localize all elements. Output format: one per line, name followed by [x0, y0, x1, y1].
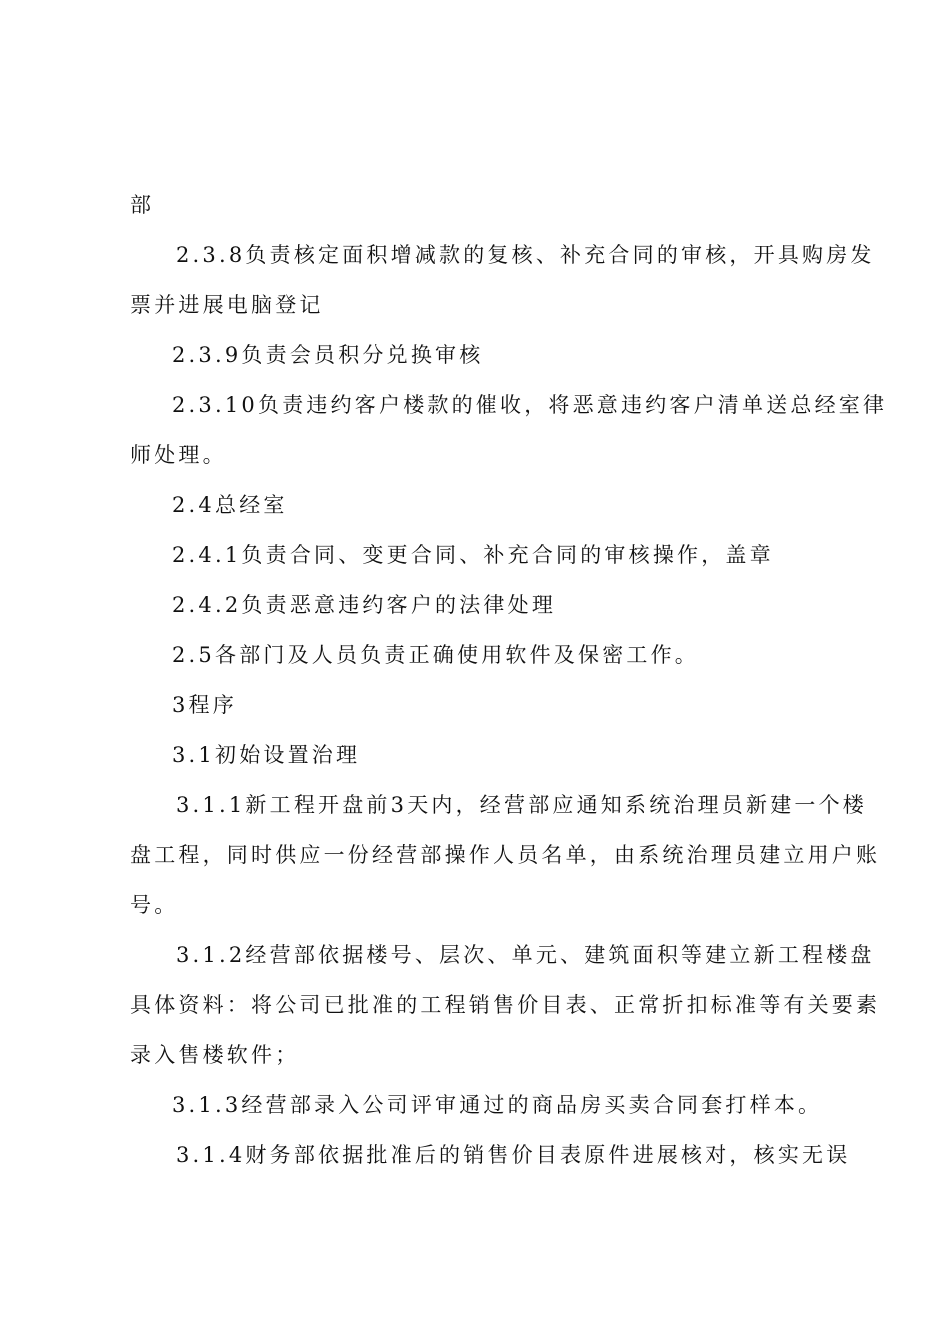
text-line: 2.3.8负责核定面积增减款的复核、补充合同的审核，开具购房发 — [176, 243, 875, 267]
text-line: 部 — [130, 193, 155, 217]
text-line: 师处理。 — [130, 443, 227, 467]
text-line: 号。 — [130, 893, 179, 917]
text-line: 录入售楼软件； — [130, 1043, 300, 1067]
section-heading: 3.1初始设置治理 — [172, 743, 361, 767]
text-line: 2.5各部门及人员负责正确使用软件及保密工作。 — [172, 643, 699, 667]
text-line: 3.1.1新工程开盘前3天内，经营部应通知系统治理员新建一个楼 — [176, 793, 867, 817]
section-heading: 3程序 — [172, 693, 237, 717]
text-line: 3.1.3经营部录入公司评审通过的商品房买卖合同套打样本。 — [172, 1093, 823, 1117]
text-line: 3.1.4财务部依据批准后的销售价目表原件进展核对，核实无误 — [176, 1143, 851, 1167]
text-line: 2.4.2负责恶意违约客户的法律处理 — [172, 593, 557, 617]
section-heading: 2.4总经室 — [172, 493, 288, 517]
text-line: 2.3.9负责会员积分兑换审核 — [172, 343, 484, 367]
text-line: 2.3.10负责违约客户楼款的催收，将恶意违约客户清单送总经室律 — [172, 393, 888, 417]
text-line: 盘工程，同时供应一份经营部操作人员名单，由系统治理员建立用户账 — [130, 843, 881, 867]
text-line: 3.1.2经营部依据楼号、层次、单元、建筑面积等建立新工程楼盘 — [176, 943, 875, 967]
text-line: 具体资料：将公司已批准的工程销售价目表、正常折扣标准等有关要素 — [130, 993, 881, 1017]
text-line: 2.4.1负责合同、变更合同、补充合同的审核操作，盖章 — [172, 543, 774, 567]
text-line: 票并进展电脑登记 — [130, 293, 324, 317]
